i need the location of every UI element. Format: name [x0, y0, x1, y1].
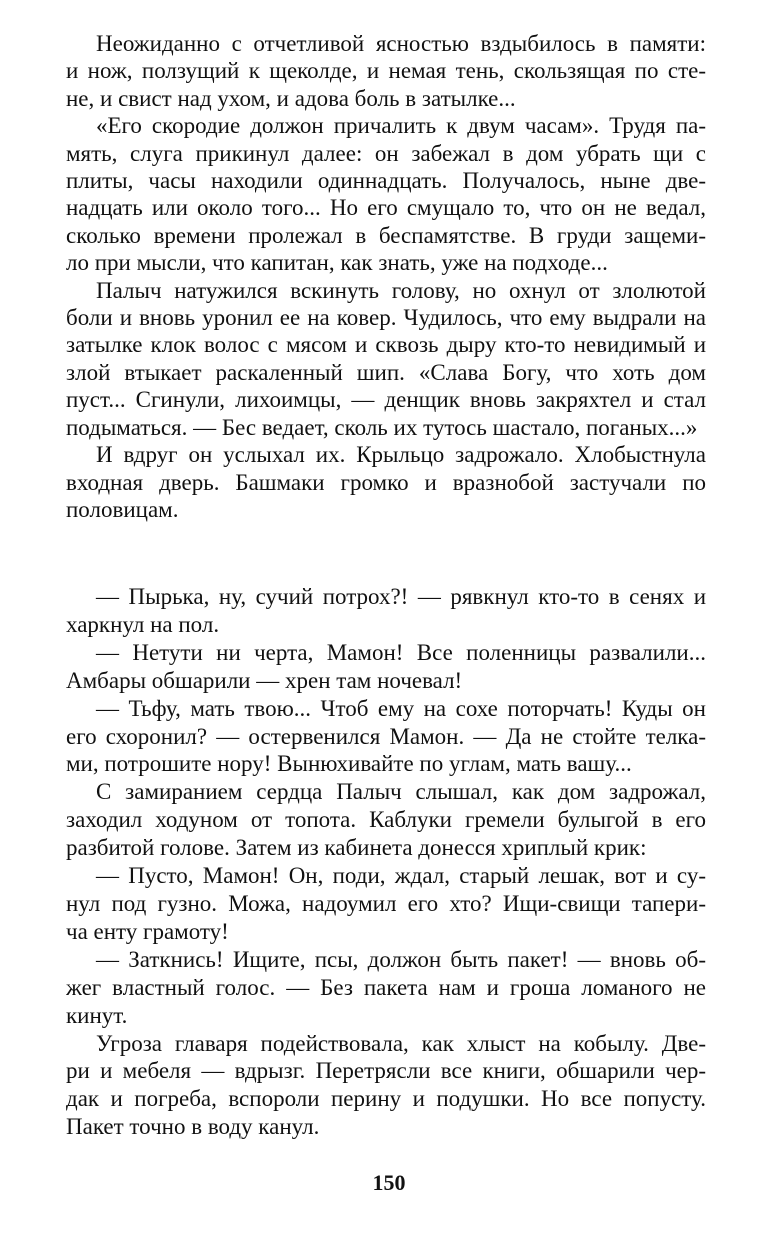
text-line: Амбары обшарили — хрен там ночевал! — [66, 667, 463, 693]
text-line: «Его скородие должон причалить к двум часам». Трудя па- — [96, 113, 706, 139]
text-line: — Пусто, Мамон! Он, поди, ждал, старый лешак, вот и су- — [96, 863, 706, 889]
paragraph — [66, 862, 706, 946]
text-section-bottom — [66, 583, 706, 1141]
text-line: ло при мысли, что капитан, как знать, уже на подходе... — [66, 250, 608, 276]
paragraph — [66, 1030, 706, 1142]
text-line: дак и погреба, вспороли перину и подушки. Но все попусту. — [66, 1086, 706, 1112]
text-line: затылке клок волос с мясом и сквозь дыру кто-то невидимый и — [66, 332, 706, 358]
text-line: харкнул на пол. — [66, 611, 220, 637]
text-line: кинут. — [66, 1002, 128, 1028]
text-line: мять, слуга прикинул далее: он забежал в дом убрать щи с — [66, 140, 706, 166]
paragraph — [66, 30, 706, 112]
text-line: — Нетути ни черта, Мамон! Все поленницы развалили... — [96, 639, 706, 665]
text-line: ча енту грамоту! — [66, 918, 229, 944]
text-line: его схоронил? — остервенился Мамон. — Да не стойте телка- — [66, 723, 706, 749]
text-line: и нож, ползущий к щеколде, и немая тень, скользящая по сте- — [66, 58, 706, 84]
text-line: разбитой голове. Затем из кабинета донесся хриплый крик: — [66, 835, 647, 861]
text-line: половицам. — [66, 496, 179, 522]
text-line: Палыч натужился вскинуть голову, но охнул от злолютой — [96, 277, 706, 303]
text-line: И вдруг он услыхал их. Крыльцо задрожало. Хлобыстнула — [96, 442, 706, 468]
paragraph — [66, 639, 706, 695]
text-line: — Пырька, ну, сучий потрох?! — рявкнул кто-то в сенях и — [96, 584, 706, 609]
text-line: жег властный голос. — Без пакета нам и гроша ломаного не — [66, 974, 706, 1000]
text-line: плиты, часы находили одиннадцать. Получалось, ныне две- — [66, 168, 706, 194]
text-line: подыматься. — Бес ведает, сколь их тутось шастало, поганых...» — [66, 414, 698, 440]
text-line: боли и вновь уронил ее на ковер. Чудилось, что ему выдрали на — [66, 305, 706, 331]
text-line: Пакет точно в воду канул. — [66, 1114, 320, 1140]
text-line: нул под гузно. Можа, надоумил его хто? Ищи-свищи тапери- — [66, 890, 706, 916]
text-line: Угроза главаря подействовала, как хлыст на кобылу. Две- — [96, 1030, 706, 1056]
text-line: заходил ходуном от топота. Каблуки гремели булыгой в его — [66, 807, 706, 833]
text-line: — Заткнись! Ищите, псы, должон быть пакет! — вновь об- — [96, 946, 706, 972]
paragraph — [66, 112, 706, 276]
text-line: ри и мебеля — вдрызг. Перетрясли все книги, обшарили чер- — [66, 1058, 706, 1084]
text-line: сколько времени пролежал в беспамятстве. В груди защеми- — [66, 222, 706, 248]
paragraph — [66, 778, 706, 862]
text-line: пуст... Сгинули, лихоимцы, — денщик вновь закряхтел и стал — [66, 387, 706, 413]
text-line: не, и свист над ухом, и адова боль в затылке... — [66, 85, 516, 111]
text-section-top — [66, 30, 706, 523]
text-line: С замиранием сердца Палыч слышал, как дом задрожал, — [96, 779, 706, 805]
text-line: входная дверь. Башмаки громко и вразнобой застучали по — [66, 469, 706, 495]
paragraph — [66, 695, 706, 779]
paragraph — [66, 441, 706, 523]
paragraph — [66, 277, 706, 441]
paragraph — [66, 946, 706, 1030]
text-line: злой втыкает раскаленный шип. «Слава Богу, что хоть дом — [66, 359, 706, 385]
text-line: ми, потрошите нору! Вынюхивайте по углам, мать вашу... — [66, 751, 632, 777]
text-line: — Тьфу, мать твою... Чтоб ему на сохе поторчать! Куды он — [96, 695, 706, 721]
page-number: 150 — [372, 1170, 406, 1195]
paragraph — [66, 583, 706, 639]
text-line: Неожиданно с отчетливой ясностью вздыбилось в памяти: — [96, 31, 706, 56]
text-line: надцать или около того... Но его смущало то, что он не ведал, — [66, 195, 706, 221]
